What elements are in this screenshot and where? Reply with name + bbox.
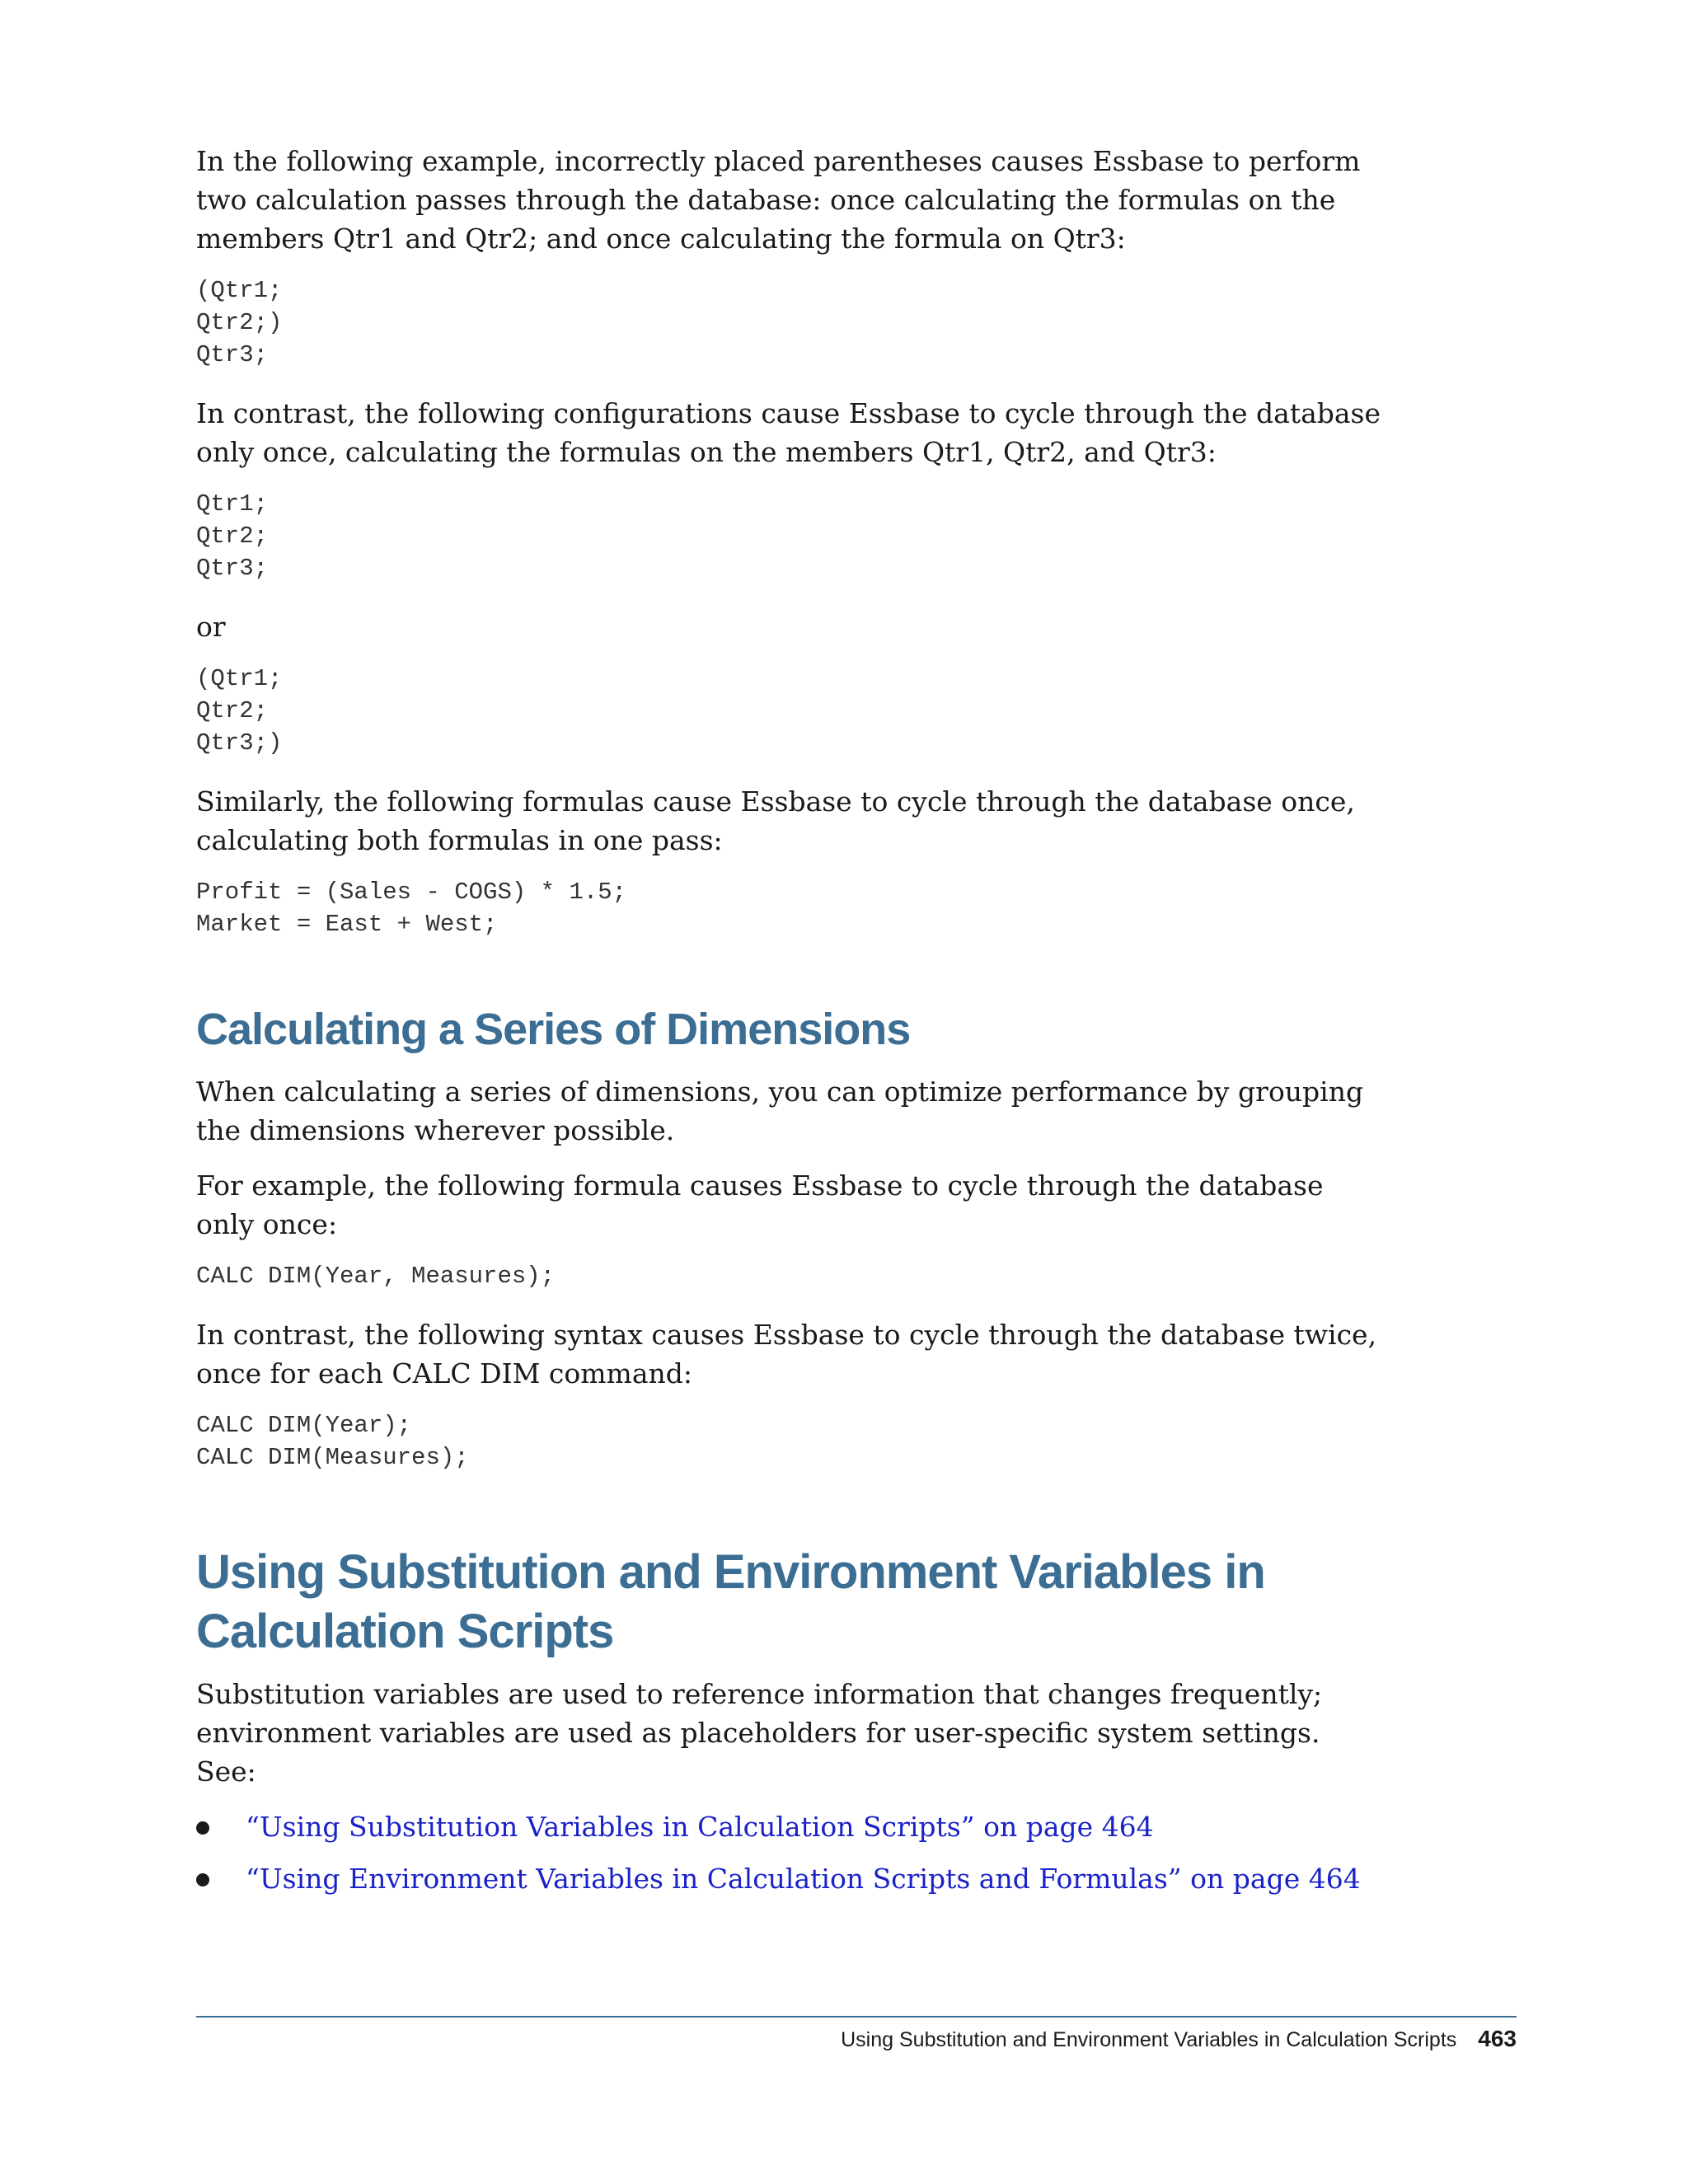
code-line: CALC DIM(Year, Measures); — [196, 1263, 556, 1290]
similarly-paragraph: Similarly, the following formulas cause Essbase to cycle through the database once, calculating both formulas in one pass: — [196, 785, 1355, 856]
series-intro-paragraph: When calculating a series of dimensions, you can optimize performance by grouping the dimensions wherever possible. — [196, 1076, 1364, 1146]
footer-row — [196, 2026, 1517, 2052]
code-line: Market = East + West; — [196, 911, 498, 938]
or-paragraph: or — [196, 611, 226, 643]
code-example-calc-dim-grouped — [196, 1260, 1383, 1292]
code-line: Qtr2; — [196, 523, 269, 550]
code-line: Qtr3; — [196, 341, 269, 368]
page-footer — [196, 2016, 1517, 2052]
heading-line: Calculation Scripts — [196, 1605, 614, 1658]
contrast-paragraph: In contrast, the following configurations cause Essbase to cycle through the database only once, calculating the formulas on the members Qtr1, Qtr2, and Qtr3: — [196, 397, 1381, 468]
code-line: (Qtr1; — [196, 277, 283, 304]
series-contrast-paragraph: In contrast, the following syntax causes Essbase to cycle through the database twice, once for each CALC DIM command: — [196, 1319, 1377, 1390]
code-line: Qtr1; — [196, 490, 269, 518]
list-item — [196, 1807, 1383, 1846]
series-example-paragraph: For example, the following formula causes Essbase to cycle through the database only once: — [196, 1169, 1324, 1240]
code-line: Profit = (Sales - COGS) * 1.5; — [196, 879, 627, 906]
variables-intro-paragraph: Substitution variables are used to reference information that changes frequently; environment variables are used as placeholders for user-specific system settings. See: — [196, 1678, 1323, 1788]
bullet-icon — [196, 1873, 209, 1886]
code-line: CALC DIM(Year); — [196, 1412, 412, 1439]
heading-line: Using Substitution and Environment Variables in — [196, 1545, 1265, 1599]
code-example-formulas — [196, 876, 1383, 940]
section-heading-series-of-dimensions: Calculating a Series of Dimensions — [196, 1005, 911, 1054]
code-example-single-pass — [196, 488, 1383, 584]
footer-divider — [196, 2016, 1517, 2018]
link-substitution-variables[interactable]: “Using Substitution Variables in Calculation Scripts” on page 464 — [246, 1811, 1154, 1843]
code-line: Qtr3; — [196, 555, 269, 582]
code-line: Qtr3;) — [196, 729, 283, 757]
page-body — [196, 142, 1383, 1911]
code-line: CALC DIM(Measures); — [196, 1444, 469, 1471]
intro-paragraph: In the following example, incorrectly placed parentheses causes Essbase to perform two calculation passes through the database: once calculating the formulas on the members Qtr1 and Qtr2; and once calculating the formula on Qtr3: — [196, 145, 1361, 255]
bullet-icon — [196, 1821, 209, 1835]
see-also-list — [196, 1807, 1383, 1898]
link-environment-variables[interactable]: “Using Environment Variables in Calculation Scripts and Formulas” on page 464 — [246, 1863, 1361, 1895]
code-example-calc-dim-separate — [196, 1409, 1383, 1474]
code-line: (Qtr1; — [196, 665, 283, 692]
footer-running-title: Using Substitution and Environment Variables in Calculation Scripts — [841, 2028, 1457, 2051]
list-item — [196, 1859, 1383, 1898]
code-example-parentheses-incorrect — [196, 274, 1383, 371]
footer-page-number: 463 — [1478, 2026, 1517, 2051]
section-heading-substitution-variables — [196, 1543, 1383, 1661]
code-line: Qtr2;) — [196, 309, 283, 336]
code-line: Qtr2; — [196, 697, 269, 724]
code-example-single-pass-grouped — [196, 663, 1383, 759]
